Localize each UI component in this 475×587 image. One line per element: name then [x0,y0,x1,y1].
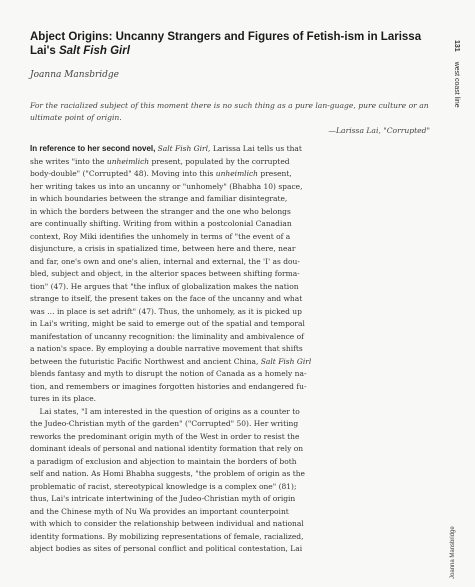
body-text: dominant ideals of personal and national identity formation that rely on [30,444,304,453]
body-text: a paradigm of exclusion and abjection to maintain the borders of both [30,456,297,466]
article-title-italic: Salt Fish Girl [58,45,130,57]
epigraph-text: For the racialized subject of this moment there is no such thing as a pure lan-guage, pure culture or an ultimate point of origin. [30,101,429,122]
body-text: her writing takes us into an uncanny or "unhomely" (Bhabha 10) space, [30,181,303,191]
body-line [30,506,433,519]
body-line [30,168,433,181]
body-line [30,406,433,419]
body-line [30,143,433,156]
body-line [30,281,433,294]
body-text: in which boundaries between the strange and familiar disintegrate, [30,194,288,203]
article-author: Joanna Mansbridge [30,70,119,80]
body-text: was … in place is set adrift" (47). Thus, the unhomely, as it is picked up [30,306,302,316]
body-text: body-double" ("Corrupted" 48). Moving into this [30,169,216,178]
body-text: with which to consider the relationship between individual and national [30,519,304,528]
body-line [30,206,433,219]
body-line [30,481,433,494]
body-line [30,256,433,269]
body-lead-in: In reference to her second novel, [30,144,158,153]
body-text: a nation's space. By employing a double narrative movement that shifts [30,344,303,353]
body-line [30,393,433,406]
body-text: manifestation of uncanny recognition: the liminality and ambivalence of [30,331,304,341]
body-line [30,468,433,481]
journal-name: west coast line [453,61,460,108]
body-line [30,156,433,169]
body-text: in Lai's writing, might be said to emerge out of the spatial and temporal [30,319,305,328]
body-line [30,331,433,344]
article-body [30,143,433,556]
body-text: self and nation. As Homi Bhabha suggests, "the problem of origin as the [30,469,305,478]
body-line [30,543,433,556]
body-line [30,493,433,506]
body-line [30,418,433,431]
body-italic-text: unheimlich [215,169,259,178]
body-text: reworks the predominant origin myth of the West in order to resist the [30,431,300,441]
body-italic-text: Salt Fish Girl [157,144,209,153]
body-text: she writes "into the [30,156,107,166]
body-text: are continually shifting. Writing from within a postcolonial Canadian [30,219,292,228]
body-line [30,181,433,194]
body-text: present, [258,169,292,178]
epigraph-attribution: —Larissa Lai, "Corrupted" [328,126,430,135]
body-text: in which the borders between the stranger and the one who belongs [30,206,291,216]
body-text: thus, Lai's intricate intertwining of the Judeo-Christian myth of origin [30,494,296,503]
body-text: abject bodies as sites of personal conflict and political contestation, Lai [30,544,303,553]
body-line [30,431,433,444]
body-line [30,318,433,331]
article-title [30,30,430,58]
body-line [30,293,433,306]
body-line [30,518,433,531]
body-line [30,443,433,456]
page-number: 131 [453,40,460,52]
body-text: blends fantasy and myth to disrupt the notion of Canada as a homely na- [30,369,307,378]
body-text: strange to itself, the present takes on the face of the uncanny and what [30,294,303,303]
body-line [30,381,433,394]
body-italic-text: Salt Fish Girl [260,356,312,366]
body-text: between the futuristic Pacific Northwest and ancient China, [30,356,261,366]
body-line [30,531,433,544]
body-text: and the Chinese myth of Nu Wa provides an important counterpoint [30,506,289,516]
body-italic-text: unheimlich [106,156,150,166]
body-text: tion, and remembers or imagines forgotten histories and endangered fu- [30,381,307,391]
body-line [30,243,433,256]
body-text: the Judeo-Christian myth of the garden" ("Corrupted" 50). Her writing [30,419,299,428]
body-line [30,231,433,244]
body-text: and far, one's own and one's alien, internal and external, the 'I' as dou- [30,256,300,266]
body-line [30,368,433,381]
body-text: identity formations. By mobilizing representations of female, racialized, [30,531,304,541]
body-text: context, Roy Miki identifies the unhomely in terms of "the event of a [30,231,291,241]
body-text: present, populated by the corrupted [149,156,290,166]
body-text: Lai states, "I am interested in the question of origins as a counter to [30,406,300,416]
article-title-main: Abject Origins: Uncanny Strangers and Figures of Fetish-ism in Larissa Lai's [30,31,422,57]
running-footer [448,527,462,582]
body-line [30,456,433,469]
body-text: , Larissa Lai tells us that [208,144,302,153]
body-text: disjuncture, a crisis in spatialized time, between here and there, near [30,244,296,253]
body-text: bled, subject and object, in the alterior spaces between shifting forma- [30,269,300,278]
body-text: tion" (47). He argues that "the influx of globalization makes the nation [30,281,299,291]
body-line [30,343,433,356]
body-line [30,306,433,319]
body-line [30,268,433,281]
body-line [30,218,433,231]
body-text: tures in its place. [30,394,97,403]
body-line [30,193,433,206]
body-text: problematic of racist, stereotypical knowledge is a complex one" (81); [30,481,297,491]
running-header [448,40,462,130]
body-line [30,356,433,369]
running-author: Joanna Mansbridge [450,526,456,579]
